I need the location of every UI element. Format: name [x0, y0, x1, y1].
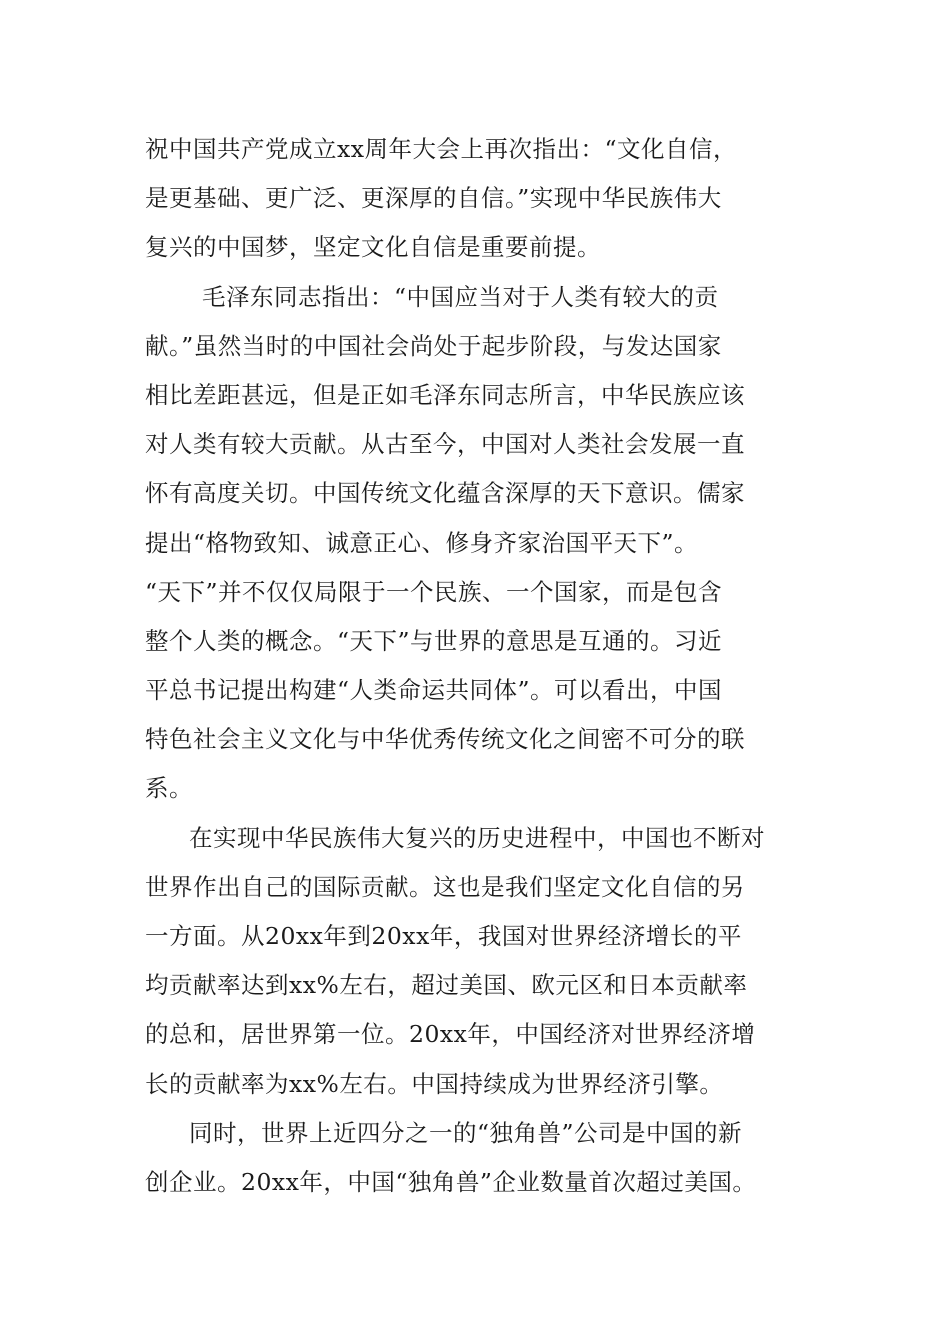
text-line: 献。”虽然当时的中国社会尚处于起步阶段，与发达国家 [145, 331, 722, 360]
text-line: 平总书记提出构建“人类命运共同体”。可以看出，中国 [145, 676, 723, 705]
text-line: 同时，世界上近四分之一的“独角兽”公司是中国的新 [189, 1118, 743, 1147]
text-line: 是更基础、更广泛、更深厚的自信。”实现中华民族伟大 [145, 184, 722, 213]
text-line: 对人类有较大贡献。从古至今，中国对人类社会发展一直 [145, 430, 745, 459]
text-line: 祝中国共产党成立xx周年大会上再次指出：“文化自信， [145, 135, 738, 163]
text-line: 均贡献率达到xx%左右，超过美国、欧元区和日本贡献率 [145, 971, 748, 1000]
text-line: “天下”并不仅仅局限于一个民族、一个国家，而是包含 [145, 577, 723, 606]
text-line: 相比差距甚远，但是正如毛泽东同志所言，中华民族应该 [145, 380, 745, 409]
text-line: 世界作出自己的国际贡献。这也是我们坚定文化自信的另 [145, 872, 745, 901]
text-line: 在实现中华民族伟大复兴的历史进程中，中国也不断对 [189, 823, 765, 852]
text-line: 毛泽东同志指出：“中国应当对于人类有较大的贡 [202, 282, 719, 311]
text-line: 提出“格物致知、诚意正心、修身齐家治国平天下”。 [145, 528, 699, 557]
paragraph-3 [145, 814, 825, 1109]
document-body [145, 125, 825, 1207]
text-line: 创企业。20xx年，中国“独角兽”企业数量首次超过美国。 [145, 1167, 757, 1196]
text-line: 复兴的中国梦，坚定文化自信是重要前提。 [145, 233, 601, 262]
text-line: 一方面。从20xx年到20xx年，我国对世界经济增长的平 [145, 922, 742, 950]
text-line: 系。 [145, 774, 193, 803]
text-line: 怀有高度关切。中国传统文化蕴含深厚的天下意识。儒家 [145, 479, 745, 508]
text-line: 的总和，居世界第一位。20xx年，中国经济对世界经济增 [145, 1020, 756, 1049]
text-line: 长的贡献率为xx%左右。中国持续成为世界经济引擎。 [145, 1069, 724, 1098]
paragraph-4 [145, 1109, 825, 1207]
paragraph-1 [145, 125, 825, 273]
text-line: 特色社会主义文化与中华优秀传统文化之间密不可分的联 [145, 725, 745, 754]
paragraph-2 [145, 273, 825, 814]
text-line: 整个人类的概念。“天下”与世界的意思是互通的。习近 [145, 626, 723, 655]
